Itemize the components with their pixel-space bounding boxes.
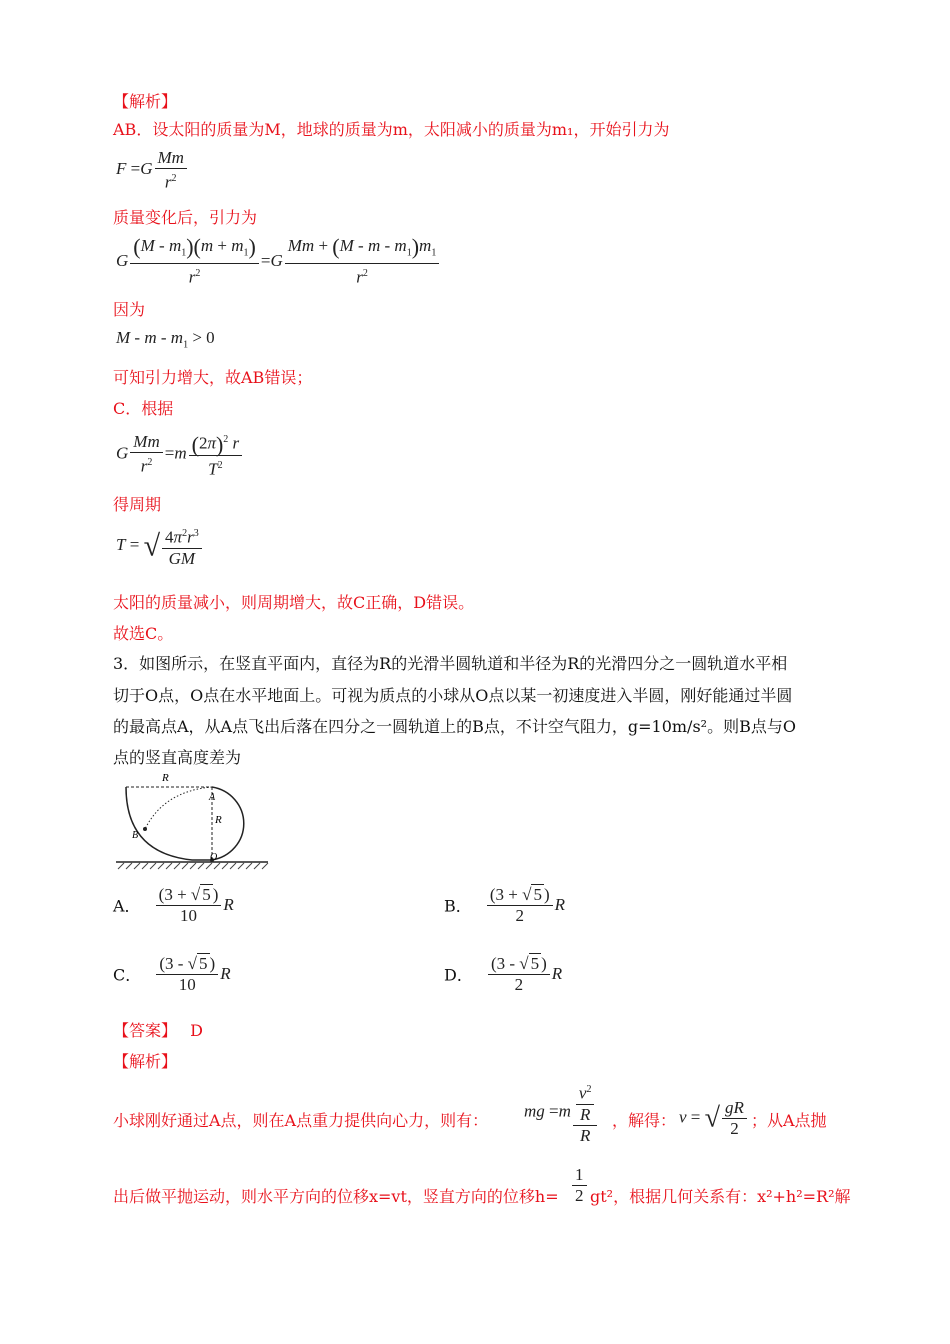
option-a[interactable]: A． $\frac{(3 + √ 5 )}{10}$ R (113, 885, 234, 925)
question3-line2: 切于O点，O点在水平地面上。可视为质点的小球从O点以某一初速度进入半圆，刚好能通过半圆 (113, 686, 793, 705)
question3-line3: 的最高点A，从A点飞出后落在四分之一圆轨道上的B点，不计空气阻力，g=10m/s²。则B点与O (113, 717, 796, 736)
formula-period: T = √ $\frac{4\pi^2r^3}{GM}$ (116, 524, 204, 569)
analysis-line-after: 质量变化后，引力为 (113, 208, 258, 227)
label-r-top: R (162, 772, 169, 784)
option-c[interactable]: C． $\frac{(3 - √ 5 )}{10}$ R (113, 954, 231, 994)
option-b[interactable]: B． $\frac{(3 + √ 5 )}{2}$ R (444, 885, 566, 925)
solution-line1-a: 小球刚好通过A点，则在A点重力提供向心力，则有： (113, 1111, 489, 1130)
formula-inequality: $M - m - m_1 > 0$ (116, 328, 215, 351)
formula-gravitation-period: G $\frac{Mm}{r^2}$ =m $\frac{(2\pi)^2 r}{T^2}$ (116, 430, 244, 479)
label-o: O (210, 852, 218, 863)
ground-hatching (118, 863, 268, 869)
solution-line2-a: 出后做平抛运动，则水平方向的位移x=vt，竖直方向的位移h= (113, 1187, 559, 1206)
analysis-heading: 【解析】 (113, 92, 178, 111)
analysis-line-ab: AB．设太阳的质量为M，地球的质量为m，太阳减小的质量为m₁，开始引力为 (113, 120, 670, 139)
question3-line1: 3．如图所示，在竖直平面内，直径为R的光滑半圆轨道和半径为R的光滑四分之一圆轨道水平相 (113, 654, 788, 673)
formula-centripetal: mg =m $\frac{\frac{v^2}{R}}{R}$ (524, 1080, 599, 1146)
formula-changed-force: G $\frac{(M - m_1)(m + m_1)}{r^2}$ =G $\frac{Mm + (M - m - m_1)m_1}{r^2}$ (116, 236, 441, 288)
formula-velocity: v = √ $\frac{gR}{2}$ (679, 1098, 749, 1139)
analysis-tag: 【解析】 (113, 1052, 178, 1071)
formula-half: $\frac{1}{2}$ (570, 1165, 589, 1206)
track-diagram (112, 765, 272, 873)
label-a: A (209, 792, 216, 803)
formula-initial-force: F =G $\frac{Mm}{r^2}$ (116, 148, 189, 193)
analysis-line-conclusion: 太阳的质量减小，则周期增大，故C正确，D错误。 (113, 593, 475, 612)
analysis-line-choice: 故选C。 (113, 624, 174, 643)
label-r-mid: R (215, 814, 222, 826)
answer-value: D (190, 1021, 203, 1040)
point-b-dot (143, 827, 147, 831)
solution-line1-b: ，解得： (612, 1111, 677, 1130)
option-d[interactable]: D． $\frac{(3 - √ 5 )}{2}$ R (444, 954, 563, 994)
answer-tag: 【答案】 (113, 1021, 178, 1040)
question3-line4: 点的竖直高度差为 (113, 748, 242, 767)
analysis-line-period: 得周期 (113, 495, 162, 514)
analysis-line-c: C．根据 (113, 399, 174, 418)
answer-line (113, 1018, 203, 1041)
label-b: B (132, 830, 139, 841)
analysis-line-because: 因为 (113, 300, 146, 319)
solution-line2-b: gt²，根据几何关系有：x²+h²=R²解 (590, 1187, 851, 1206)
projectile-trajectory (145, 787, 212, 829)
quarter-circle-track (126, 787, 212, 860)
analysis-line-force-increase: 可知引力增大，故AB错误； (113, 368, 313, 387)
solution-line1-c: ；从A点抛 (751, 1111, 827, 1130)
